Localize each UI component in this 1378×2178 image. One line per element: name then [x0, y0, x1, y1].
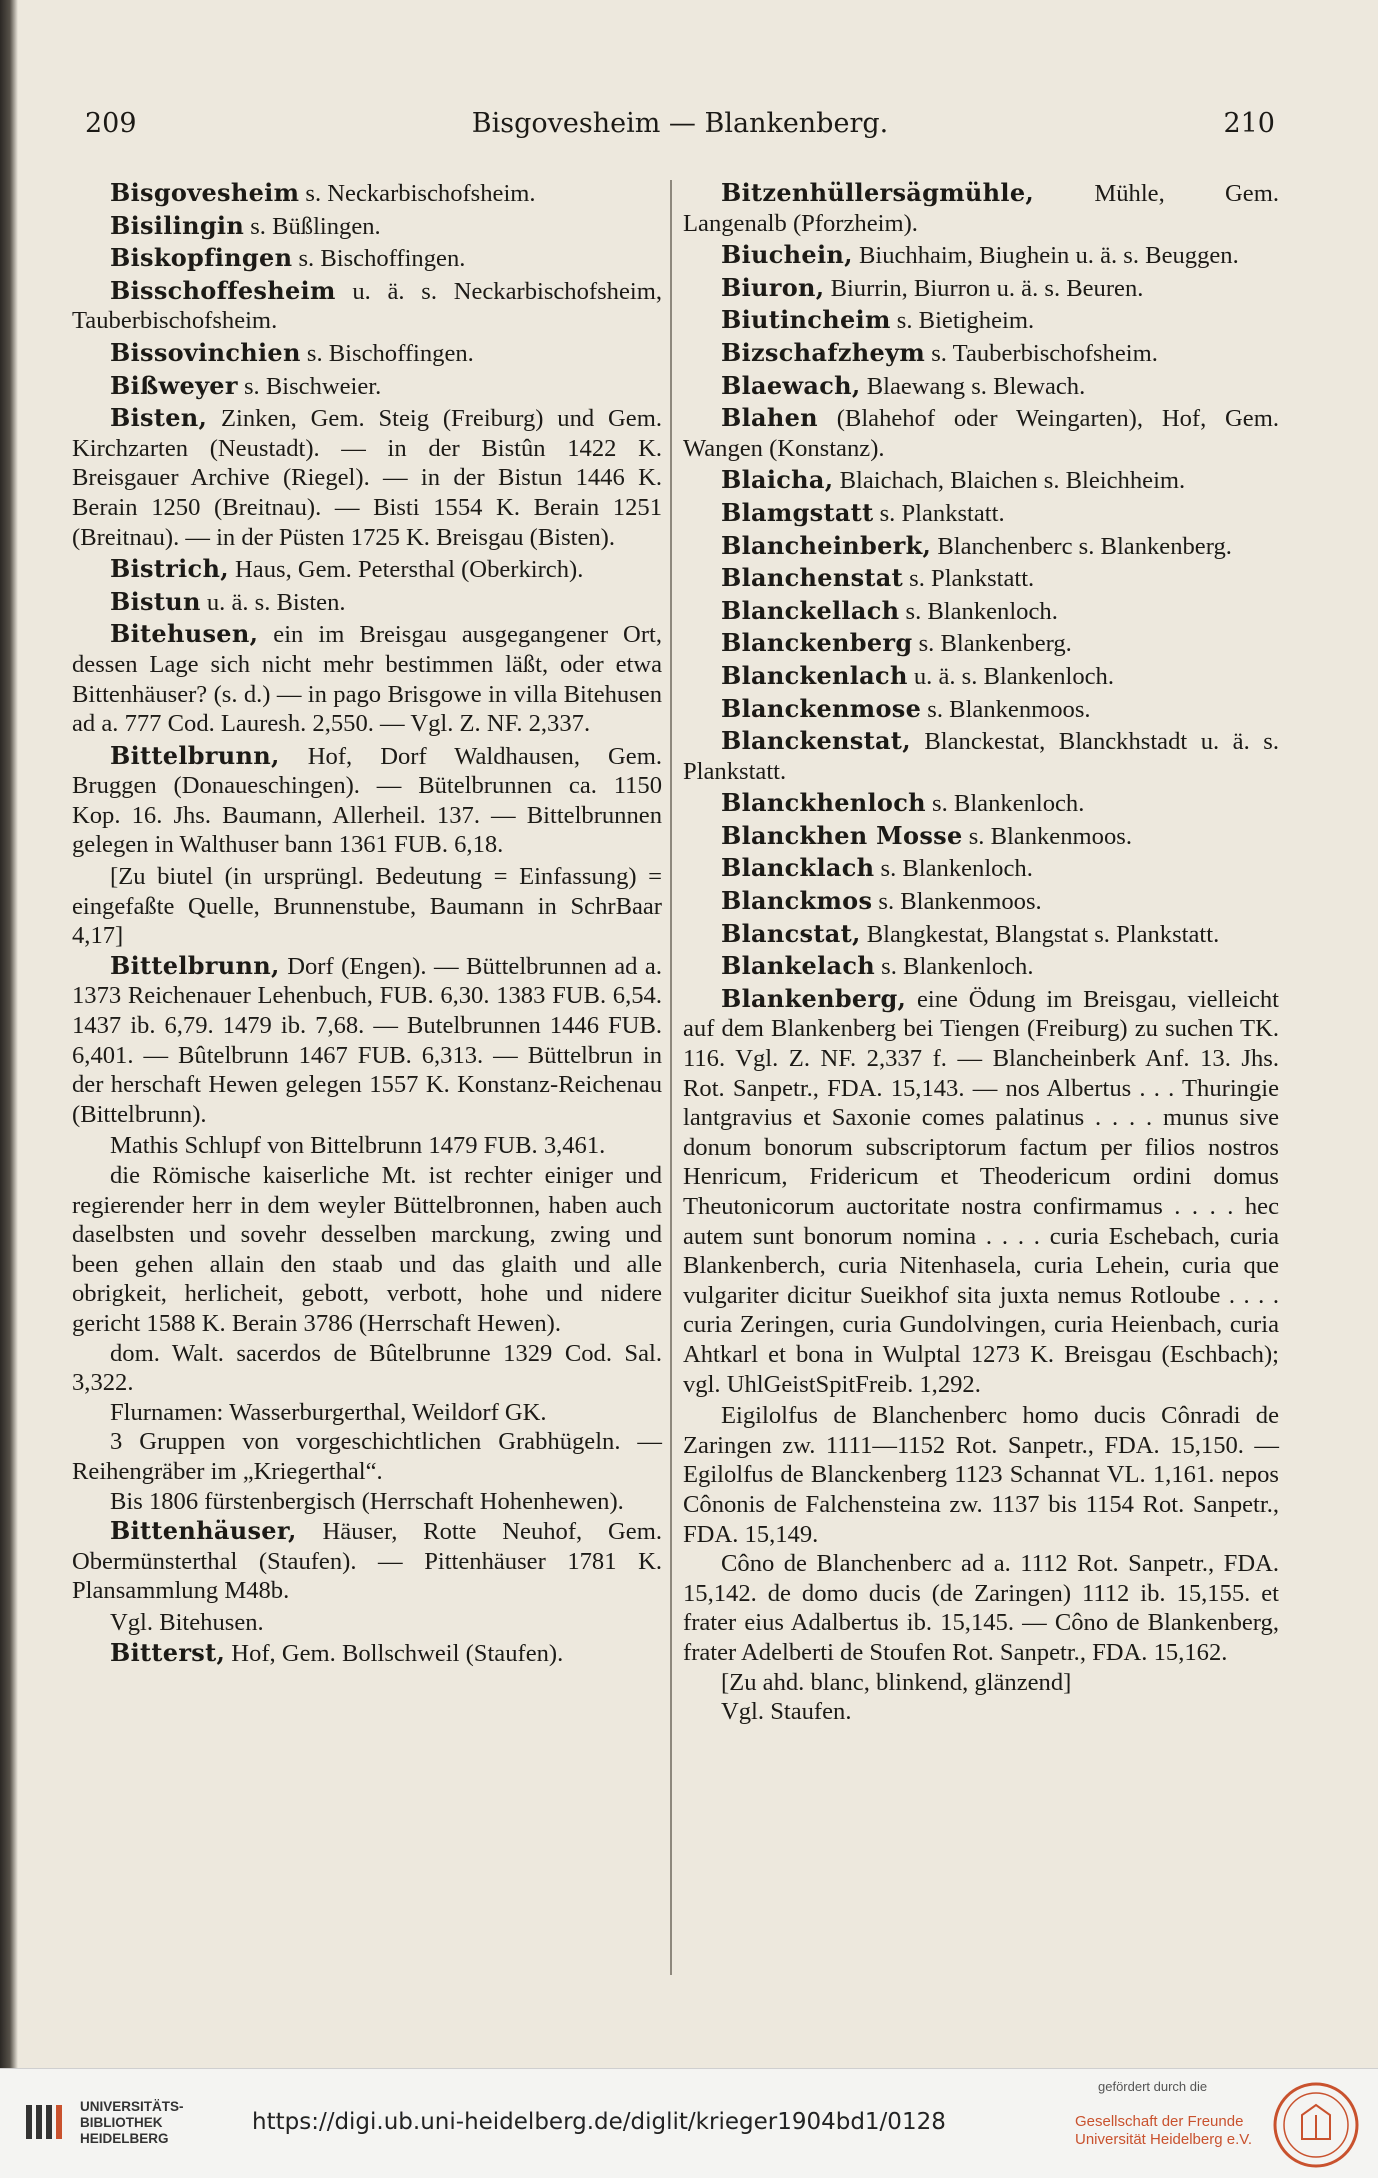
entry-text: Biurrin, Biurron u. ä. s. Beuren.: [824, 274, 1144, 302]
entry-text: die Römische kaiserliche Mt. ist rechter einiger und regierender herr in dem weyler Büttelbronnen, haben auch daselbsten und sovehr desselben marckung, zwing und been gehen allain den staab und das glaith und alle obrigkeit, herlicheit, gebott, verbott, hohe und nidere gericht 1588 K. Berain 3786 (Herrschaft Hewen).: [72, 1162, 662, 1337]
dictionary-entry: [72, 619, 662, 738]
dictionary-entry: [683, 821, 1279, 852]
entry-text: Hof, Gem. Bollschweil (Staufen).: [225, 1639, 564, 1667]
running-title: Bisgovesheim — Blankenberg.: [471, 108, 889, 139]
page-number-left: 209: [85, 108, 137, 139]
entry-text: s. Bietigheim.: [890, 307, 1035, 335]
dictionary-entry: [683, 178, 1279, 238]
dictionary-entry: [683, 886, 1279, 917]
entry-text: Blangkestat, Blangstat s. Plankstatt.: [860, 920, 1220, 948]
dictionary-entry: [683, 853, 1279, 884]
university-seal-icon: [1272, 2081, 1360, 2169]
entry-text: Blaichach, Blaichen s. Bleichheim.: [833, 467, 1186, 495]
sponsor-name: Gesellschaft der Freunde Universität Heidelberg e.V.: [1075, 2113, 1253, 2148]
entry-headword: Bittenhäuser,: [110, 1516, 297, 1546]
entry-text: s. Blankenmoos.: [872, 888, 1042, 916]
entry-text: Bis 1806 fürstenbergisch (Herrschaft Hohenhewen).: [110, 1487, 624, 1515]
entry-text: Vgl. Staufen.: [721, 1698, 852, 1726]
dictionary-entry: [683, 951, 1279, 982]
entry-headword: Blancklach: [721, 853, 875, 883]
dictionary-entry: [72, 338, 662, 369]
entry-text: Hof, Dorf Waldhausen, Gem. Bruggen (Donaueschingen). — Bütelbrunnen ca. 1150 Kop. 16. Jhs. Baumann, Allerheil. 137. — Bittelbrunnen gelegen in Walthuser bann 1361 FUB. 6,18.: [72, 742, 662, 859]
dictionary-entry: [72, 371, 662, 402]
entry-text: s. Bischoffingen.: [292, 245, 466, 273]
page-number-right: 210: [1223, 108, 1275, 139]
entry-paragraph: [72, 1608, 662, 1638]
entry-paragraph: [72, 1339, 662, 1398]
entry-text: s. Blankenloch.: [925, 790, 1085, 818]
entry-text: Biuchhaim, Biughein u. ä. s. Beuggen.: [852, 242, 1239, 270]
entry-text: s. Bischweier.: [237, 372, 382, 400]
entry-text: s. Blankenloch.: [874, 855, 1033, 883]
entry-text: Häuser, Rotte Neuhof, Gem. Obermünsterthal (Staufen). — Pittenhäuser 1781 K. Plansammlung M48b.: [72, 1518, 662, 1605]
entry-text: dom. Walt. sacerdos de Bûtelbrunne 1329 Cod. Sal. 3,322.: [72, 1339, 662, 1397]
dictionary-entry: [72, 587, 662, 618]
entry-headword: Bisten,: [110, 403, 208, 433]
entry-headword: Bizschafzheym: [721, 337, 926, 367]
entry-headword: Biskopfingen: [110, 243, 293, 273]
dictionary-entry: [683, 240, 1279, 271]
entry-text: s. Büßlingen.: [244, 212, 381, 240]
dictionary-entry: [683, 371, 1279, 402]
entry-headword: Bittelbrunn,: [110, 740, 280, 770]
entry-text: Côno de Blanchenberc ad a. 1112 Rot. Sanpetr., FDA. 15,142. de domo ducis (de Zaringen) 1112 ib. 15,155. et frater eius Adalbertus ib. 15,145. — Côno de Blankenberg, frater Adelberti de Stoufen Rot. Sanpetr., FDA. 15,162.: [683, 1550, 1279, 1666]
column-divider: [670, 180, 672, 1975]
entry-headword: Blanckhen Mosse: [721, 820, 963, 850]
entry-text: Eigilolfus de Blanchenberc homo ducis Cônradi de Zaringen zw. 1111—1152 Rot. Sanpetr., FDA. 15,150. — Egilolfus de Blanckenberg 1123 Schannat VL. 1,161. nepos Cônonis de Falchensteina zw. 1137 bis 1154 Rot. Sanpetr., FDA. 15,149.: [683, 1402, 1279, 1548]
entry-text: Blanchenberc s. Blankenberg.: [931, 532, 1232, 560]
entry-text: Blaewang s. Blewach.: [860, 372, 1086, 400]
sponsor-label: gefördert durch die: [1098, 2079, 1208, 2094]
entry-headword: Blankenberg,: [721, 983, 907, 1013]
dictionary-entry: [72, 243, 662, 274]
entry-headword: Bistun: [110, 586, 201, 616]
entry-paragraph: [72, 1161, 662, 1339]
dictionary-entry: [72, 1516, 662, 1606]
entry-text: [Zu ahd. blanc, blinkend, glänzend]: [721, 1668, 1072, 1696]
entry-headword: Blanckenberg: [721, 628, 913, 658]
entry-text: s. Plankstatt.: [873, 499, 1005, 527]
viewer-footer: [0, 2068, 1378, 2178]
dictionary-entry: [683, 403, 1279, 463]
library-logo-icon: [22, 2099, 68, 2145]
entry-text: ein im Breisgau ausgegangener Ort, dessen Lage sich nicht mehr bestimmen läßt, oder etwa Bittenhäuser? (s. d.) — in pago Brisgowe in villa Bitehusen ad a. 777 Cod. Lauresh. 2,550. — Vgl. Z. NF. 2,337.: [72, 621, 662, 738]
entry-paragraph: [683, 1401, 1279, 1549]
dictionary-entry: [683, 273, 1279, 304]
entry-paragraph: [72, 862, 662, 951]
dictionary-entry: [683, 465, 1279, 496]
entry-headword: Blahen: [721, 403, 818, 433]
dictionary-entry: [72, 1638, 662, 1669]
entry-text: s. Neckarbischofsheim.: [299, 180, 536, 207]
entry-headword: Blamgstatt: [721, 497, 874, 527]
entry-paragraph: [683, 1697, 1279, 1727]
dictionary-entry: [683, 694, 1279, 725]
entry-headword: Blanckenmose: [721, 693, 922, 723]
entry-headword: Biutincheim: [721, 305, 891, 335]
dictionary-entry: [683, 919, 1279, 950]
entry-headword: Bittelbrunn,: [110, 950, 280, 980]
entry-text: Vgl. Bitehusen.: [110, 1608, 264, 1636]
entry-headword: Blancstat,: [721, 918, 861, 948]
dictionary-entry: [683, 788, 1279, 819]
entry-text: s. Plankstatt.: [903, 565, 1035, 593]
dictionary-entry: [72, 554, 662, 585]
entry-text: s. Blankenberg.: [912, 630, 1072, 658]
dictionary-entry: [72, 403, 662, 552]
entry-text: Zinken, Gem. Steig (Freiburg) und Gem. Kirchzarten (Neustadt). — in der Bistûn 1422 K. Breisgauer Archive (Riegel). — in der Bistun 1446 K. Berain 1250 (Breitnau). — Bisti 1554 K. Berain 1251 (Breitnau). — in der Püsten 1725 K. Breisgau (Bisten).: [72, 405, 662, 551]
dictionary-entry: [683, 984, 1279, 1399]
dictionary-entry: [72, 951, 662, 1130]
dictionary-entry: [683, 305, 1279, 336]
entry-headword: Bitterst,: [110, 1637, 226, 1667]
entry-headword: Blancheinberk,: [721, 530, 932, 560]
entry-text: Mühle, Gem. Langenalb (Pforzheim).: [683, 180, 1279, 237]
permalink-url[interactable]: https://digi.ub.uni-heidelberg.de/diglit/krieger1904bd1/0128: [252, 2109, 946, 2135]
dictionary-entry: [683, 596, 1279, 627]
entry-headword: Bitehusen,: [110, 619, 259, 649]
entry-headword: Bisgovesheim: [110, 178, 300, 207]
left-column: [72, 178, 662, 1670]
entry-text: s. Blankenmoos.: [962, 822, 1132, 850]
dictionary-entry: [683, 661, 1279, 692]
entry-paragraph: [683, 1549, 1279, 1667]
entry-text: s. Tauberbischofsheim.: [925, 339, 1158, 367]
dictionary-entry: [683, 498, 1279, 529]
entry-paragraph: [72, 1487, 662, 1517]
entry-headword: Biuchein,: [721, 240, 853, 270]
running-head: [85, 108, 1275, 148]
entry-paragraph: [72, 1131, 662, 1161]
dictionary-entry: [683, 628, 1279, 659]
entry-text: Blanckestat, Blanckhstadt u. ä. s. Plankstatt.: [683, 728, 1279, 785]
entry-headword: Bisschoffesheim: [110, 275, 336, 305]
entry-paragraph: [72, 1398, 662, 1428]
entry-headword: Blanckenlach: [721, 660, 908, 690]
entry-text: s. Blankenmoos.: [921, 695, 1091, 723]
book-spine-shadow: [0, 0, 18, 2068]
entry-headword: Blanckhenloch: [721, 788, 926, 818]
dictionary-entry: [72, 178, 662, 209]
entry-paragraph: [683, 1668, 1279, 1698]
dictionary-entry: [72, 276, 662, 336]
entry-text: [Zu biutel (in ursprüngl. Bedeutung = Einfassung) = eingefaßte Quelle, Brunnenstube, Baumann in SchrBaar 4,17]: [72, 863, 662, 950]
entry-text: Flurnamen: Wasserburgerthal, Weildorf GK.: [110, 1398, 547, 1426]
entry-headword: Blaicha,: [721, 465, 834, 495]
entry-text: Haus, Gem. Petersthal (Oberkirch).: [228, 556, 584, 584]
library-name: UNIVERSITÄTS- BIBLIOTHEK HEIDELBERG: [80, 2099, 184, 2146]
dictionary-entry: [683, 338, 1279, 369]
entry-headword: Biuron,: [721, 272, 825, 302]
entry-text: (Blahehof oder Weingarten), Hof, Gem. Wangen (Konstanz).: [683, 405, 1279, 462]
entry-headword: Bitzenhüllersägmühle,: [721, 178, 1035, 207]
dictionary-entry: [72, 741, 662, 860]
dictionary-entry: [72, 211, 662, 242]
dictionary-entry: [683, 531, 1279, 562]
entry-text: Dorf (Engen). — Büttelbrunnen ad a. 1373 Reichenauer Lehenbuch, FUB. 6,30. 1383 FUB. 6,54. 1437 ib. 6,79. 1479 ib. 7,68. — Butelbrunnen 1446 FUB. 6,401. — Bûtelbrunn 1467 FUB. 6,313. — Büttelbrun in der herschaft Hewen gelegen 1557 K. Konstanz-Reichenau (Bittelbrunn).: [72, 952, 662, 1128]
entry-headword: Blanckmos: [721, 886, 873, 916]
entry-text: eine Ödung im Breisgau, vielleicht auf dem Blankenberg bei Tiengen (Freiburg) zu suchen TK. 116. Vgl. Z. NF. 2,337 f. — Blancheinberk Anf. 13. Jhs. Rot. Sanpetr., FDA. 15,143. — nos Albertus . . . Thuringie lantgravius et Saxonie comes palatinus . . . . munus sive donum bonorum subscriptorum factum per filios nostros Henricum, Fridericum et Theodericum ordini domus Theutonicorum auctoritate nostra confirmamus . . . . hec autem sunt bonorum nomina . . . . curia Eschebach, curia Blankenberch, curia Nitenhasela, curia Lehein, curia que vulgariter dicitur Sueikhof sita juxta nemus Rotloube . . . . curia Zeringen, curia Gundolvingen, curia Heienbach, curia Ahtkarl et bona in Wulptal 1273 K. Breisgau (Eschbach); vgl. UhlGeistSpitFreib. 1,292.: [683, 985, 1279, 1398]
entry-headword: Blanckenstat,: [721, 726, 911, 756]
dictionary-entry: [683, 563, 1279, 594]
entry-headword: Bißweyer: [110, 370, 238, 400]
entry-headword: Bistrich,: [110, 554, 229, 584]
entry-headword: Blankelach: [721, 951, 876, 981]
entry-text: s. Blankenloch.: [899, 597, 1058, 625]
dictionary-entry: [683, 726, 1279, 786]
entry-headword: Blanchenstat: [721, 563, 904, 593]
entry-text: Mathis Schlupf von Bittelbrunn 1479 FUB. 3,461.: [110, 1132, 606, 1160]
entry-text: s. Blankenloch.: [875, 953, 1034, 981]
entry-text: u. ä. s. Blankenloch.: [907, 662, 1114, 690]
entry-text: 3 Gruppen von vorgeschichtlichen Grabhügeln. — Reihengräber im „Kriegerthal“.: [72, 1428, 662, 1485]
right-column: [683, 178, 1279, 1727]
entry-text: u. ä. s. Bisten.: [200, 588, 346, 616]
entry-headword: Bissovinchien: [110, 337, 301, 367]
entry-headword: Blanckellach: [721, 595, 900, 625]
entry-headword: Blaewach,: [721, 370, 861, 400]
entry-headword: Bisilingin: [110, 210, 245, 240]
entry-text: u. ä. s. Neckarbischofsheim, Tauberbischofsheim.: [72, 277, 662, 335]
entry-text: s. Bischoffingen.: [300, 339, 474, 367]
entry-paragraph: [72, 1427, 662, 1486]
